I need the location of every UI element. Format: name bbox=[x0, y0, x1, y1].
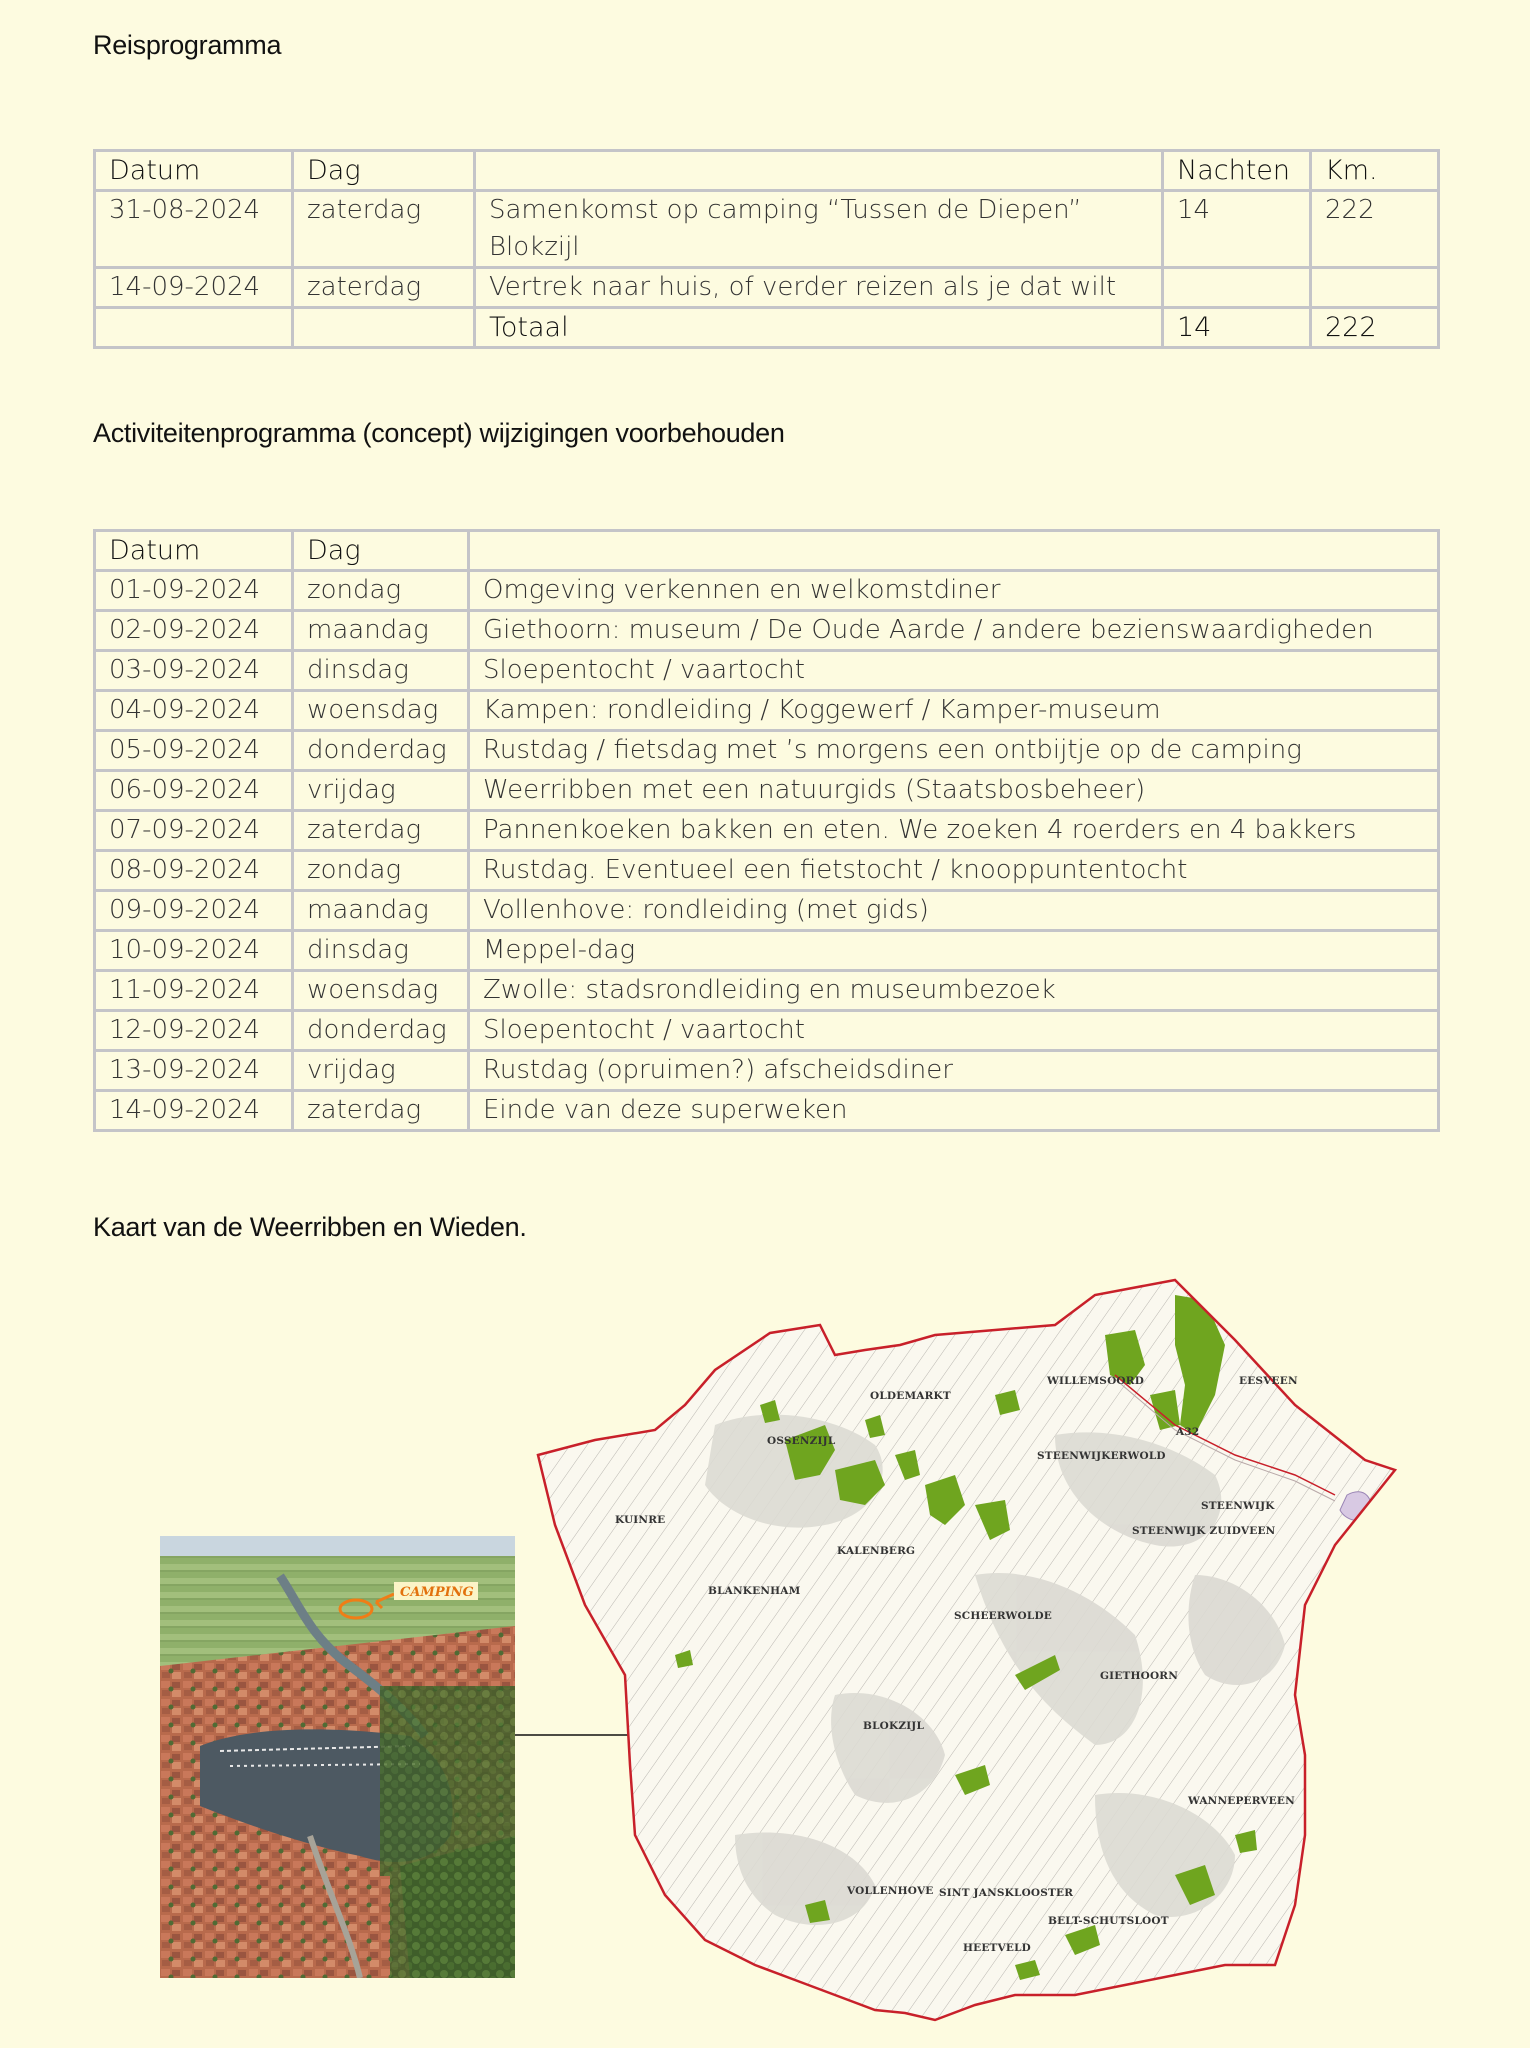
cell-dag: maandag bbox=[293, 611, 469, 651]
map-place-label: VOLLENHOVE bbox=[847, 1885, 934, 1897]
map-place-label: OSSENZIJL bbox=[767, 1435, 836, 1447]
cell-datum: 03-09-2024 bbox=[95, 651, 293, 691]
table-row bbox=[95, 1051, 1439, 1091]
cell-datum: 09-09-2024 bbox=[95, 891, 293, 931]
cell-dag: maandag bbox=[293, 891, 469, 931]
map-place-label: EESVEEN bbox=[1239, 1375, 1298, 1387]
cell-datum: 07-09-2024 bbox=[95, 811, 293, 851]
cell-nachten bbox=[1163, 268, 1311, 308]
cell-omschrijving: Vertrek naar huis, of verder reizen als je dat wilt bbox=[475, 268, 1163, 308]
cell-datum: 14-09-2024 bbox=[95, 268, 293, 308]
map-place-label: GIETHOORN bbox=[1100, 1670, 1179, 1682]
table-row bbox=[95, 1091, 1439, 1131]
cell-datum: 10-09-2024 bbox=[95, 931, 293, 971]
cell-omschrijving: Zwolle: stadsrondleiding en museumbezoek bbox=[469, 971, 1439, 1011]
column-header bbox=[475, 151, 1163, 191]
map-place-label: BELT-SCHUTSLOOT bbox=[1048, 1915, 1169, 1927]
cell-datum: 08-09-2024 bbox=[95, 851, 293, 891]
cell-datum: 04-09-2024 bbox=[95, 691, 293, 731]
cell-dag: dinsdag bbox=[293, 651, 469, 691]
cell-omschrijving: Vollenhove: rondleiding (met gids) bbox=[469, 891, 1439, 931]
cell-datum: 31-08-2024 bbox=[95, 191, 293, 268]
cell-dag: zondag bbox=[293, 571, 469, 611]
cell-omschrijving: Sloepentocht / vaartocht bbox=[469, 1011, 1439, 1051]
cell-nachten: 14 bbox=[1163, 191, 1311, 268]
table-row bbox=[95, 571, 1439, 611]
cell-dag: donderdag bbox=[293, 731, 469, 771]
map-place-label: WANNEPERVEEN bbox=[1188, 1795, 1295, 1807]
cell-dag: donderdag bbox=[293, 1011, 469, 1051]
map-place-label: WILLEMSOORD bbox=[1047, 1375, 1145, 1387]
heading-reisprogramma: Reisprogramma bbox=[93, 30, 282, 60]
column-header: Nachten bbox=[1163, 151, 1311, 191]
column-header: Km. bbox=[1311, 151, 1439, 191]
column-header bbox=[469, 531, 1439, 571]
map-place-label: SCHEERWOLDE bbox=[954, 1610, 1052, 1622]
heading-kaart: Kaart van de Weerribben en Wieden. bbox=[93, 1212, 527, 1242]
cell-km: 222 bbox=[1311, 191, 1439, 268]
cell-omschrijving: Rustdag / fietsdag met ’s morgens een ontbijtje op de camping bbox=[469, 731, 1439, 771]
table-row bbox=[95, 731, 1439, 771]
total-nachten: 14 bbox=[1163, 308, 1311, 348]
cell-omschrijving: Rustdag (opruimen?) afscheidsdiner bbox=[469, 1051, 1439, 1091]
cell-omschrijving: Weerribben met een natuurgids (Staatsbosbeheer) bbox=[469, 771, 1439, 811]
cell-omschrijving: Meppel-dag bbox=[469, 931, 1439, 971]
activiteitenprogramma-table bbox=[93, 529, 1440, 1132]
total-label: Totaal bbox=[475, 308, 1163, 348]
map-place-label: KUINRE bbox=[615, 1514, 666, 1526]
cell-omschrijving: Giethoorn: museum / De Oude Aarde / andere bezienswaardigheden bbox=[469, 611, 1439, 651]
map-place-label: STEENWIJK ZUIDVEEN bbox=[1132, 1525, 1276, 1537]
map-place-label: HEETVELD bbox=[963, 1942, 1031, 1954]
camping-label: CAMPING bbox=[400, 1585, 474, 1600]
cell-dag: woensdag bbox=[293, 691, 469, 731]
table-row bbox=[95, 268, 1439, 308]
column-header: Datum bbox=[95, 151, 293, 191]
reisprogramma-table bbox=[93, 149, 1440, 349]
cell-omschrijving: Pannenkoeken bakken en eten. We zoeken 4 roerders en 4 bakkers bbox=[469, 811, 1439, 851]
cell-dag: zondag bbox=[293, 851, 469, 891]
map-place-label: BLOKZIJL bbox=[863, 1720, 925, 1732]
column-header: Dag bbox=[293, 531, 469, 571]
aerial-photo-blokzijl bbox=[160, 1536, 515, 1978]
map-weerribben-wieden bbox=[535, 1275, 1405, 2030]
map-place-label: SINT JANSKLOOSTER bbox=[939, 1887, 1074, 1899]
table-row bbox=[95, 691, 1439, 731]
cell-datum: 12-09-2024 bbox=[95, 1011, 293, 1051]
cell-omschrijving: Einde van deze superweken bbox=[469, 1091, 1439, 1131]
cell-dag: zaterdag bbox=[293, 191, 475, 268]
total-km: 222 bbox=[1311, 308, 1439, 348]
heading-activiteitenprogramma: Activiteitenprogramma (concept) wijzigingen voorbehouden bbox=[93, 418, 785, 448]
cell-datum: 01-09-2024 bbox=[95, 571, 293, 611]
table-row bbox=[95, 851, 1439, 891]
table-row bbox=[95, 811, 1439, 851]
cell-omschrijving: Sloepentocht / vaartocht bbox=[469, 651, 1439, 691]
table-row bbox=[95, 771, 1439, 811]
cell-dag: zaterdag bbox=[293, 268, 475, 308]
table-row bbox=[95, 891, 1439, 931]
column-header: Dag bbox=[293, 151, 475, 191]
table-row bbox=[95, 611, 1439, 651]
map-place-label: BLANKENHAM bbox=[708, 1585, 801, 1597]
map-place-label: STEENWIJKERWOLD bbox=[1037, 1450, 1166, 1462]
cell-empty bbox=[293, 308, 475, 348]
cell-dag: woensdag bbox=[293, 971, 469, 1011]
road-label-a32: A32 bbox=[1176, 1426, 1200, 1438]
cell-empty bbox=[95, 308, 293, 348]
cell-omschrijving: Kampen: rondleiding / Koggewerf / Kamper-museum bbox=[469, 691, 1439, 731]
table-header-row bbox=[95, 151, 1439, 191]
cell-datum: 13-09-2024 bbox=[95, 1051, 293, 1091]
cell-dag: zaterdag bbox=[293, 1091, 469, 1131]
cell-omschrijving: Samenkomst op camping “Tussen de Diepen” Blokzijl bbox=[475, 191, 1163, 268]
cell-datum: 06-09-2024 bbox=[95, 771, 293, 811]
table-header-row bbox=[95, 531, 1439, 571]
cell-dag: vrijdag bbox=[293, 771, 469, 811]
table-row bbox=[95, 1011, 1439, 1051]
cell-omschrijving: Omgeving verkennen en welkomstdiner bbox=[469, 571, 1439, 611]
map-place-label: KALENBERG bbox=[837, 1545, 916, 1557]
cell-datum: 02-09-2024 bbox=[95, 611, 293, 651]
table-row bbox=[95, 971, 1439, 1011]
cell-omschrijving: Rustdag. Eventueel een fietstocht / knooppuntentocht bbox=[469, 851, 1439, 891]
table-row bbox=[95, 651, 1439, 691]
map-place-label: OLDEMARKT bbox=[870, 1390, 951, 1402]
cell-datum: 11-09-2024 bbox=[95, 971, 293, 1011]
cell-dag: dinsdag bbox=[293, 931, 469, 971]
column-header: Datum bbox=[95, 531, 293, 571]
map-place-label: STEENWIJK bbox=[1201, 1500, 1275, 1512]
table-row bbox=[95, 931, 1439, 971]
cell-datum: 05-09-2024 bbox=[95, 731, 293, 771]
total-row bbox=[95, 308, 1439, 348]
cell-dag: vrijdag bbox=[293, 1051, 469, 1091]
cell-datum: 14-09-2024 bbox=[95, 1091, 293, 1131]
cell-dag: zaterdag bbox=[293, 811, 469, 851]
table-row bbox=[95, 191, 1439, 268]
cell-km bbox=[1311, 268, 1439, 308]
